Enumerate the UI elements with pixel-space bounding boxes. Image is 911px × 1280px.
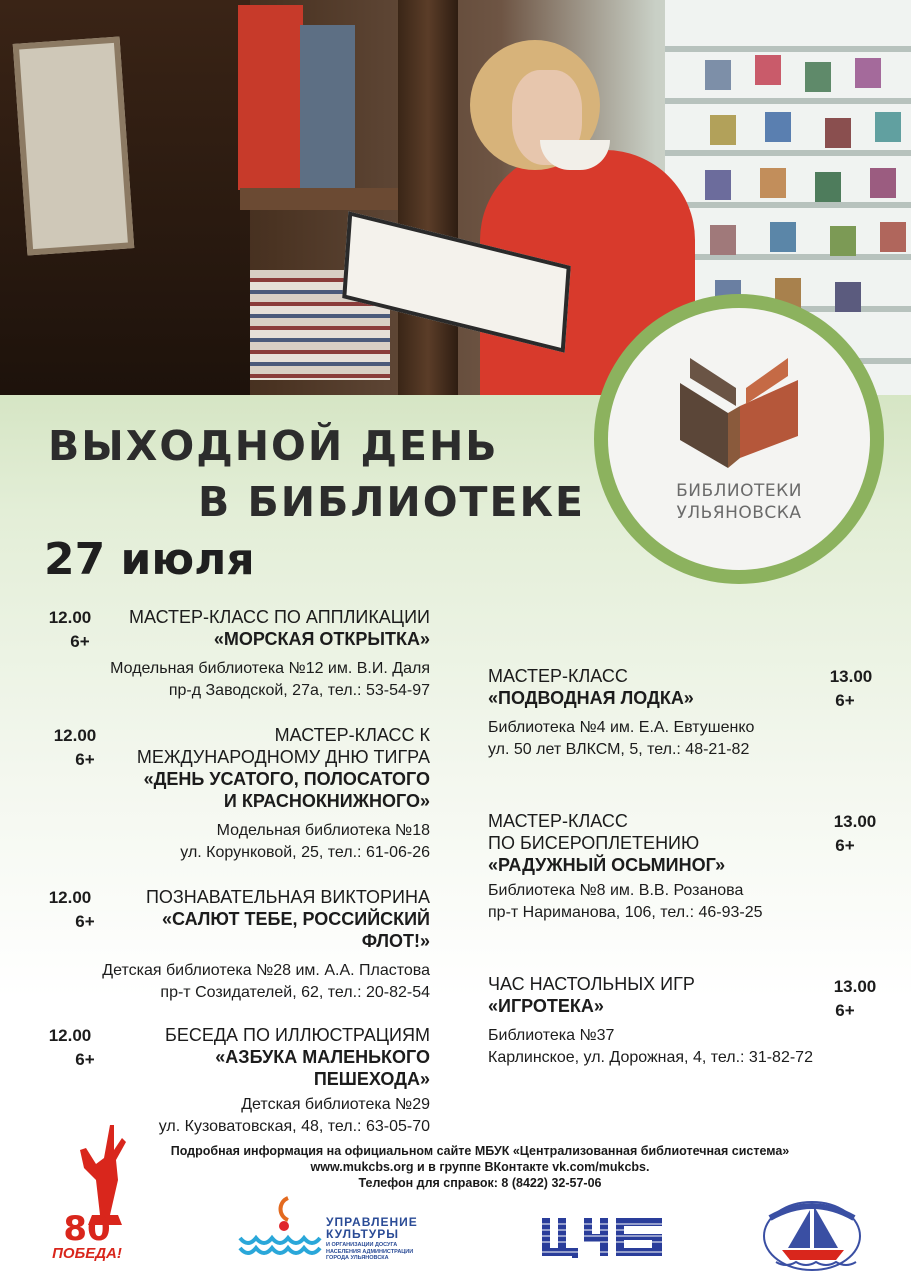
culture-title-1: УПРАВЛЕНИЕ: [326, 1215, 418, 1229]
event-name: ФЛОТ!»: [361, 931, 430, 951]
event-kind: МАСТЕР-КЛАСС: [488, 811, 628, 831]
footer-info: [130, 1143, 830, 1191]
culture-sub-3: ГОРОДА УЛЬЯНОВСКА: [326, 1255, 389, 1261]
culture-sub-1: И ОРГАНИЗАЦИИ ДОСУГА: [326, 1242, 398, 1248]
event-address: пр-д Заводской, 27а, тел.: 53-54-97: [168, 682, 430, 699]
event-name: И КРАСНОКНИЖНОГО»: [223, 791, 430, 811]
event-name: «ПОДВОДНАЯ ЛОДКА»: [488, 688, 694, 708]
event-address: ул. 50 лет ВЛКСМ, 5, тел.: 48-21-82: [488, 741, 750, 758]
event-kind: МЕЖДУНАРОДНОМУ ДНЮ ТИГРА: [136, 747, 430, 767]
event-place: Библиотека №4 им. Е.А. Евтушенко: [488, 719, 755, 736]
footer-phone: Телефон для справок: 8 (8422) 32-57-06: [358, 1176, 602, 1190]
pobeda-80-logo: [52, 1209, 122, 1262]
event-age: 6+: [835, 691, 855, 710]
event-kind: ПОЗНАВАТЕЛЬНАЯ ВИКТОРИНА: [145, 887, 430, 907]
event-kind: ПО БИСЕРОПЛЕТЕНИЮ: [488, 833, 700, 853]
event-time: 12.00: [48, 608, 92, 627]
event-name: ПЕШЕХОДА»: [313, 1069, 430, 1089]
event-time: 13.00: [829, 667, 873, 686]
culture-sub-2: НАСЕЛЕНИЯ АДМИНИСТРАЦИИ: [326, 1248, 414, 1255]
title-line1: ВЫХОДНОЙ ДЕНЬ: [48, 422, 499, 470]
event-age: 6+: [70, 632, 90, 651]
event-address: Карлинское, ул. Дорожная, 4, тел.: 31-82-72: [488, 1049, 813, 1066]
event-time: 12.00: [48, 888, 92, 907]
event-time: 13.00: [833, 812, 877, 831]
event-address: ул. Корунковой, 25, тел.: 61-06-26: [180, 844, 430, 861]
event-name: «АЗБУКА МАЛЕНЬКОГО: [215, 1047, 430, 1067]
event-name: «МОРСКАЯ ОТКРЫТКА»: [213, 629, 430, 649]
pobeda-word: ПОБЕДА!: [52, 1245, 122, 1262]
title-line2: В БИБЛИОТЕКЕ: [198, 478, 586, 526]
open-book-icon: [670, 358, 810, 468]
cbs-logo: [540, 1212, 666, 1260]
event-age: 6+: [835, 836, 855, 855]
libraries-logo: [608, 308, 870, 570]
culture-department-logo: [238, 1196, 458, 1266]
event-age: 6+: [835, 1001, 855, 1020]
event-kind: ЧАС НАСТОЛЬНЫХ ИГР: [488, 974, 695, 994]
event-time: 13.00: [833, 977, 877, 996]
event-place: Модельная библиотека №18: [216, 822, 430, 839]
event-place: Библиотека №37: [488, 1027, 615, 1044]
event-place: Библиотека №8 им. В.В. Розанова: [488, 882, 744, 899]
logo-line1: БИБЛИОТЕКИ: [676, 481, 802, 501]
event-address: ул. Кузоватовская, 48, тел.: 63-05-70: [158, 1118, 430, 1135]
event-kind: БЕСЕДА ПО ИЛЛЮСТРАЦИЯМ: [165, 1025, 430, 1045]
event-kind: МАСТЕР-КЛАСС: [488, 666, 628, 686]
event-name: «ДЕНЬ УСАТОГО, ПОЛОСАТОГО: [143, 769, 430, 789]
event-name: «ИГРОТЕКА»: [488, 996, 604, 1016]
page-title: [48, 418, 585, 530]
pobeda-number: 80: [63, 1209, 111, 1249]
ship-logo: [760, 1196, 864, 1272]
footer-website: www.mukcbs.org и в группе ВКонтакте vk.com/mukcbs.: [310, 1160, 650, 1174]
event-address: пр-т Созидателей, 62, тел.: 20-82-54: [160, 984, 430, 1001]
culture-title-2: КУЛЬТУРЫ: [326, 1227, 400, 1241]
event-age: 6+: [75, 750, 95, 769]
event-kind: МАСТЕР-КЛАСС К: [274, 725, 430, 745]
footer-line1: Подробная информация на официальном сайте МБУК «Централизованная библиотечная система»: [170, 1144, 790, 1158]
event-time: 12.00: [53, 726, 97, 745]
event-name: «РАДУЖНЫЙ ОСЬМИНОГ»: [488, 855, 726, 875]
waves-icon: [238, 1196, 322, 1258]
logo-line2: УЛЬЯНОВСКА: [676, 503, 802, 523]
event-place: Детская библиотека №28 им. А.А. Пластова: [102, 962, 430, 979]
event-place: Детская библиотека №29: [241, 1096, 430, 1113]
event-time: 12.00: [48, 1026, 92, 1045]
event-date: 27 июля: [44, 534, 255, 585]
event-place: Модельная библиотека №12 им. В.И. Даля: [110, 660, 430, 677]
event-age: 6+: [75, 1050, 95, 1069]
event-kind: МАСТЕР-КЛАСС ПО АППЛИКАЦИИ: [129, 607, 430, 627]
event-address: пр-т Нариманова, 106, тел.: 46-93-25: [488, 904, 763, 921]
event-name: «САЛЮТ ТЕБЕ, РОССИЙСКИЙ: [162, 909, 430, 929]
event-age: 6+: [75, 912, 95, 931]
